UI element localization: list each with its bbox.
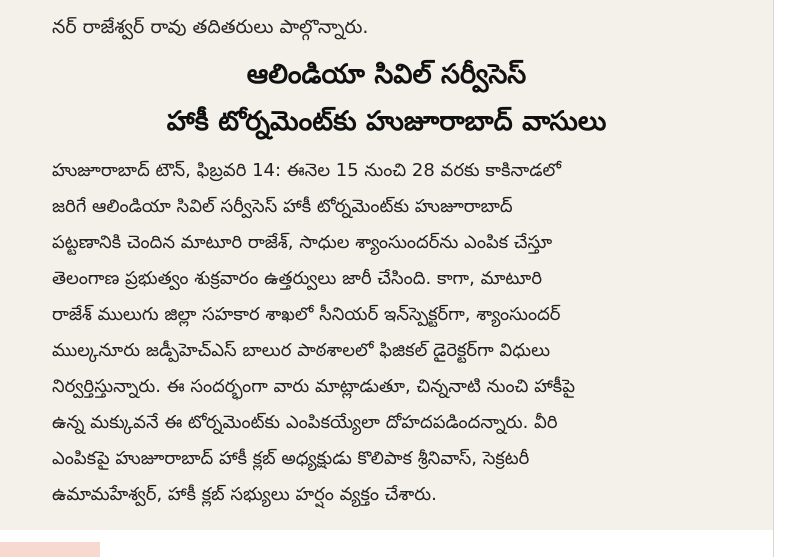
article-body-line: తెలంగాణ ప్రభుత్వం శుక్రవారం ఉత్తర్వులు జారీ చేసింది. కాగా, మాటూరి — [52, 268, 542, 289]
bottom-page-margin — [0, 530, 773, 557]
article-body-line: నిర్వర్తిస్తున్నారు. ఈ సందర్భంగా వారు మాట్లాడుతూ, చిన్ననాటి నుంచి హాకీపై — [52, 376, 576, 397]
right-page-margin — [773, 0, 800, 557]
article-body-line: ఉన్న మక్కువనే ఈ టోర్నమెంట్‌కు ఎంపికయ్యేలా దోహదపడిందన్నారు. వీరి — [52, 412, 558, 433]
headline-line-2: హాకీ టోర్నమెంట్‌కు హుజూరాబాద్ వాసులు — [166, 106, 607, 137]
article-body-line: జరిగే ఆలిండియా సివిల్ సర్వీసెస్ హాకీ టోర్నమెంట్‌కు హుజూరాబాద్ — [52, 196, 513, 217]
article-body-line: పట్టణానికి చెందిన మాటూరి రాజేశ్, సాధుల శ్యాంసుందర్‌ను ఎంపిక చేస్తూ — [52, 232, 553, 253]
article-body-line: ముల్కనూరు జడ్పీహెచ్ఎస్ బాలుర పాఠశాలలో ఫిజికల్ డైరెక్టర్‌గా విధులు — [52, 340, 551, 361]
article-body-line: ఉమామహేశ్వర్, హాకీ క్లబ్ సభ్యులు హర్షం వ్యక్తం చేశారు. — [52, 484, 437, 505]
article-body-line: రాజేశ్ ములుగు జిల్లా సహకార శాఖలో సీనియర్ ఇన్‌స్పెక్టర్‌గా, శ్యాంసుందర్ — [52, 304, 561, 325]
article-body-line: ఎంపికపై హుజూరాబాద్ హాకీ క్లబ్ అధ్యక్షుడు కొలిపాక శ్రీనివాస్, సెక్రటరీ — [52, 448, 530, 469]
headline-line-1: ఆలిండియా సివిల్ సర్వీసెస్ — [246, 59, 527, 90]
previous-article-last-line: నర్ రాజేశ్వర్ రావు తదితరులు పాల్గొన్నారు. — [52, 16, 369, 38]
article-body-line: హుజూరాబాద్ టౌన్, ఫిబ్రవరి 14: ఈనెల 15 నుంచి 28 వరకు కాకినాడలో — [52, 160, 562, 181]
bottom-color-mark — [0, 542, 100, 557]
